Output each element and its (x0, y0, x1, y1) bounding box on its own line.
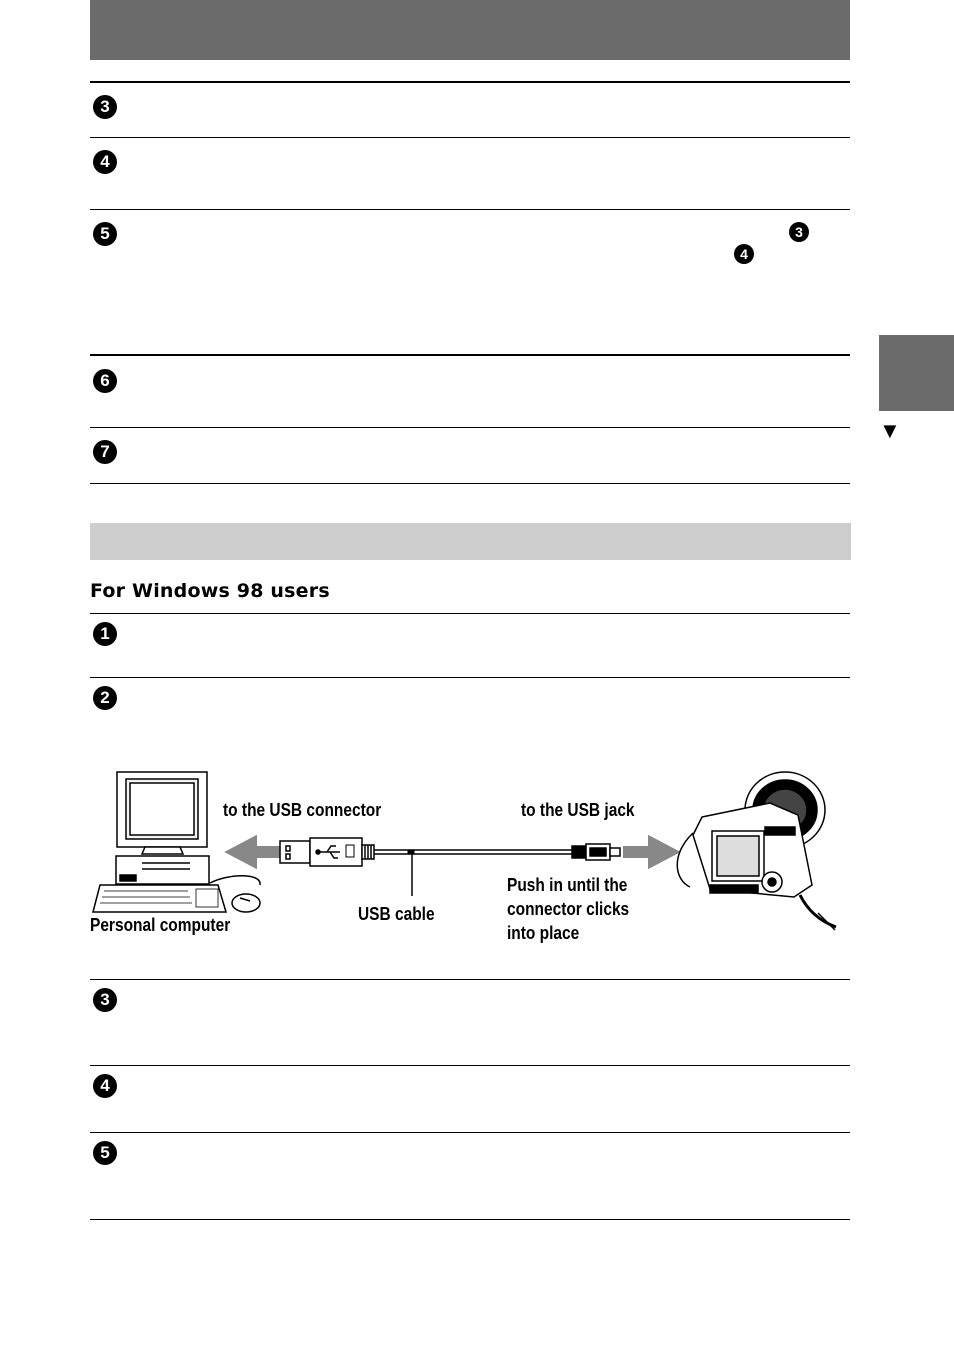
label-personal-computer: Personal computer (90, 915, 231, 935)
arrow-left-icon (235, 843, 277, 861)
label-usb-connector: to the USB connector (223, 800, 382, 820)
step-number-3: 3 (93, 95, 117, 119)
divider (90, 1065, 850, 1066)
usb-plug-a-icon (280, 838, 374, 866)
step-number-1: 1 (93, 622, 117, 646)
step-number-4: 4 (93, 1074, 117, 1098)
divider (90, 209, 850, 210)
push-in-line-3: into place (507, 923, 580, 943)
section-header-band (90, 523, 851, 560)
step-number-6: 6 (93, 369, 117, 393)
step-number-3: 3 (93, 988, 117, 1012)
push-in-line-1: Push in until the (507, 875, 628, 895)
step-number-2: 2 (93, 686, 117, 710)
push-in-line-2: connector clicks (507, 899, 630, 919)
inline-step-ref-4: 4 (734, 244, 754, 264)
divider (90, 427, 850, 428)
divider (90, 677, 850, 678)
subheading: For Windows 98 users (90, 580, 330, 602)
computer-icon (93, 772, 260, 912)
divider (90, 81, 850, 83)
camera-icon (677, 772, 836, 930)
step-number-4: 4 (93, 150, 117, 174)
step-number-5: 5 (93, 222, 117, 246)
chapter-header-band (90, 0, 850, 60)
divider (90, 613, 850, 614)
label-usb-cable: USB cable (358, 904, 435, 924)
inline-step-ref-3: 3 (789, 222, 809, 242)
side-index-tab (879, 335, 954, 411)
usb-plug-mini-icon (572, 844, 620, 860)
label-usb-jack: to the USB jack (521, 800, 635, 820)
step-number-5: 5 (93, 1141, 117, 1165)
divider (90, 483, 850, 484)
arrow-right-icon (628, 843, 670, 861)
divider (90, 1132, 850, 1133)
divider (90, 979, 850, 980)
divider (90, 137, 850, 138)
continue-arrow-icon: ▼ (879, 418, 901, 443)
divider (90, 354, 850, 356)
divider (90, 1219, 850, 1220)
label-push-in (507, 873, 629, 945)
step-number-7: 7 (93, 440, 117, 464)
